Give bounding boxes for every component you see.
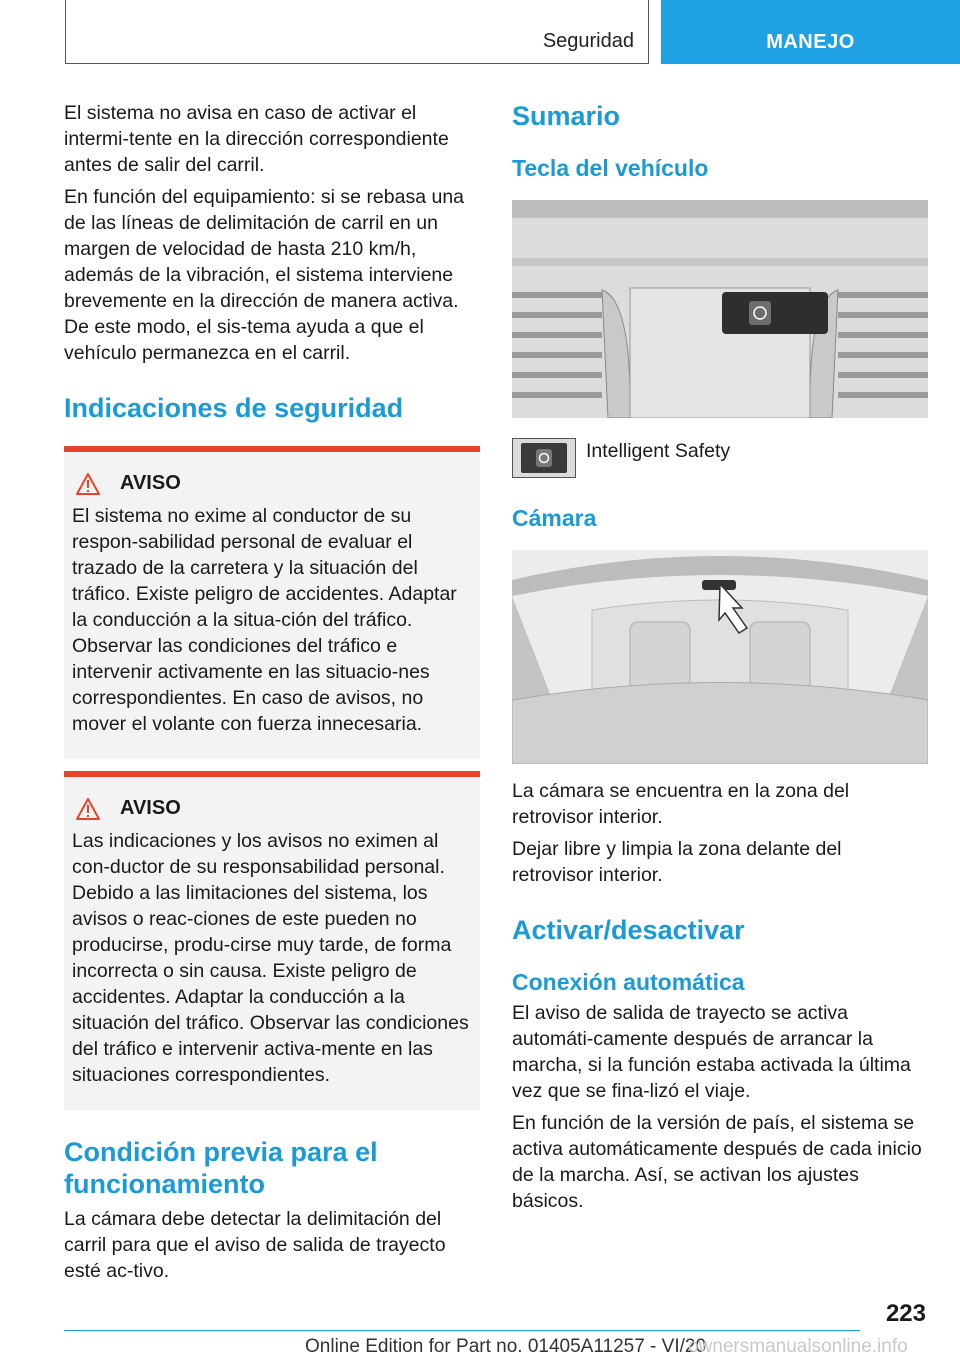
heading-vehicle-button: Tecla del vehículo: [512, 155, 709, 181]
heading-prerequisite: Condición previa para el funcionamiento: [64, 1137, 378, 1199]
warning-title: AVISO: [120, 797, 181, 819]
chapter-tab[interactable]: [661, 0, 960, 64]
footer-rule: [64, 1330, 860, 1331]
footer-edition: Online Edition for Part no. 01405A11257 - VI/20: [305, 1336, 707, 1357]
heading-camera: Cámara: [512, 505, 597, 531]
camera-location-photo: [512, 550, 928, 764]
warning-text: Las indicaciones y los avisos no eximen al con-ductor de su responsabilidad personal. Debido a las limitaciones del sistema, los avisos o reac-ciones de este pueden no producirse, produ-cirse muy tarde, de forma incorrecta o sin causa. Existe peligro de accidentes. Adaptar la conducción a la situación del tráfico. Observar las condiciones del tráfico e intervenir activa-mente en las situaciones correspondientes.: [72, 830, 469, 1086]
warning-triangle-icon: [76, 798, 100, 820]
chapter-title: MANEJO: [766, 31, 855, 53]
heading-activate: Activar/desactivar: [512, 915, 745, 945]
right-column: [512, 100, 928, 1220]
watermark: ownersmanualsonline.info: [688, 1336, 908, 1357]
button-legend: [512, 438, 928, 478]
left-column: [64, 100, 480, 1290]
header-section-box: [65, 0, 649, 64]
heading-safety-notes: Indicaciones de seguridad: [64, 393, 404, 423]
paragraph-automatic-1: El aviso de salida de trayecto se activa automáti-camente después de arrancar la marcha, si la función estaba activada la última vez que se fina-lizó el viaje.: [512, 1002, 911, 1102]
paragraph-camera-clean: Dejar libre y limpia la zona delante del retrovisor interior.: [512, 838, 842, 886]
page-number: 223: [885, 1300, 926, 1327]
paragraph-equipment: En función del equipamiento: si se rebasa una de las líneas de delimitación de carril en un margen de velocidad de hasta 210 km/h, además de la vibración, el sistema interviene brevemente en la dirección de manera activa. De este modo, el sis-tema ayuda a que el vehículo permanezca en el carril.: [64, 186, 465, 364]
paragraph-turn-signal: El sistema no avisa en caso de activar el intermi-tente en la dirección correspondiente antes de salir del carril.: [64, 102, 449, 176]
warning-box-1: [64, 446, 480, 759]
paragraph-prerequisite: La cámara debe detectar la delimitación del carril para que el aviso de salida de trayecto esté ac-tivo.: [64, 1208, 446, 1282]
intelligent-safety-button-icon: [512, 438, 576, 478]
warning-text: El sistema no exime al conductor de su respon-sabilidad personal de evaluar el trazado de la carretera y la situación del tráfico. Existe peligro de accidentes. Adaptar la conducción a la situa-ción del tráfico. Observar las condiciones del tráfico e intervenir activamente en las situacio-nes correspondientes. En caso de avisos, no mover el volante con fuerza innecesaria.: [72, 505, 457, 735]
button-legend-label: Intelligent Safety: [586, 440, 731, 462]
paragraph-automatic-2: En función de la versión de país, el sistema se activa automáticamente después de cada inicio de la marcha. Así, se activan los ajustes básicos.: [512, 1112, 922, 1212]
warning-title: AVISO: [120, 472, 181, 494]
heading-overview: Sumario: [512, 101, 621, 131]
warning-box-2: [64, 771, 480, 1110]
vehicle-button-photo: [512, 200, 928, 418]
warning-triangle-icon: [76, 473, 100, 495]
heading-automatic: Conexión automática: [512, 969, 745, 995]
paragraph-camera-location: La cámara se encuentra en la zona del retrovisor interior.: [512, 780, 850, 828]
section-title: Seguridad: [542, 30, 634, 52]
